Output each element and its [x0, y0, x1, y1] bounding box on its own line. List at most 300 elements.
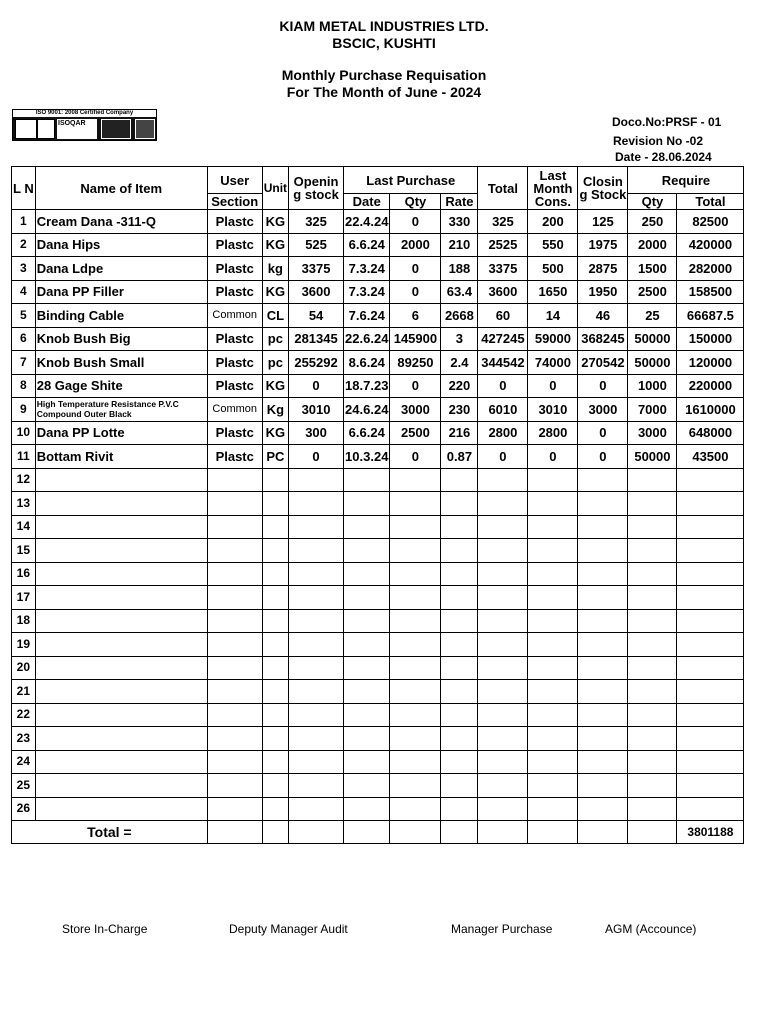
cell-date: 7.6.24 [344, 304, 390, 328]
cell-empty [441, 539, 478, 563]
cell-req-qty: 2000 [628, 233, 677, 257]
cell-sl: 20 [12, 656, 36, 680]
cell-empty [478, 727, 528, 751]
cell-req-qty: 25 [628, 304, 677, 328]
cell-date: 10.3.24 [344, 445, 390, 469]
cell-req-qty: 1500 [628, 257, 677, 281]
cell-sl: 26 [12, 797, 36, 821]
cell-rate: 220 [441, 374, 478, 398]
company-location: BSCIC, KUSHTI [332, 35, 436, 51]
cell-closing: 368245 [578, 327, 628, 351]
cell-empty [478, 609, 528, 633]
cell-empty [478, 515, 528, 539]
cell-name: High Temperature Resistance P.V.C Compound Outer Black [35, 398, 207, 422]
cell-empty [478, 656, 528, 680]
cell-empty [528, 562, 578, 586]
cell-empty [289, 562, 344, 586]
cell-rate: 188 [441, 257, 478, 281]
cell-empty [390, 821, 441, 844]
cell-sl: 6 [12, 327, 36, 351]
cell-unit: CL [262, 304, 288, 328]
cell-opening: 255292 [289, 351, 344, 375]
cell-empty [35, 656, 207, 680]
cell-sl: 2 [12, 233, 36, 257]
cell-sl: 4 [12, 280, 36, 304]
table-row [12, 351, 744, 375]
cell-empty [677, 515, 744, 539]
cell-total: 344542 [478, 351, 528, 375]
cell-empty [35, 562, 207, 586]
cell-empty [628, 468, 677, 492]
cell-closing: 1975 [578, 233, 628, 257]
cell-empty [289, 539, 344, 563]
cell-empty [578, 633, 628, 657]
cell-empty [441, 656, 478, 680]
cell-name: Knob Bush Big [35, 327, 207, 351]
table-row-empty [12, 774, 744, 798]
cell-last-month: 0 [528, 374, 578, 398]
cell-section: Plastc [207, 374, 262, 398]
cell-empty [677, 680, 744, 704]
certification-seal-icon [37, 119, 55, 139]
cell-section: Plastc [207, 421, 262, 445]
iso-certification-logo [12, 109, 157, 141]
table-row-empty [12, 468, 744, 492]
cell-req-qty: 50000 [628, 445, 677, 469]
cell-sl: 24 [12, 750, 36, 774]
cell-empty [528, 586, 578, 610]
cell-empty [677, 562, 744, 586]
cell-empty [207, 680, 262, 704]
cell-empty [677, 539, 744, 563]
cell-empty [35, 727, 207, 751]
total-label: Total = [12, 821, 208, 844]
cell-empty [289, 468, 344, 492]
cell-empty [578, 609, 628, 633]
cell-empty [578, 515, 628, 539]
cell-empty [441, 468, 478, 492]
cell-sl: 16 [12, 562, 36, 586]
cell-empty [344, 586, 390, 610]
cell-empty [390, 750, 441, 774]
accreditation-badge-icon [135, 119, 155, 139]
cell-empty [344, 680, 390, 704]
cell-empty [528, 468, 578, 492]
cell-empty [207, 609, 262, 633]
cell-empty [628, 750, 677, 774]
cell-req-qty: 1000 [628, 374, 677, 398]
cell-rate: 2.4 [441, 351, 478, 375]
cell-empty [478, 750, 528, 774]
cell-section: Plastc [207, 351, 262, 375]
cell-section: Plastc [207, 210, 262, 234]
table-row [12, 398, 744, 422]
cell-empty [289, 727, 344, 751]
cell-sl: 12 [12, 468, 36, 492]
cell-empty [578, 680, 628, 704]
cell-empty [35, 680, 207, 704]
cell-empty [289, 609, 344, 633]
cell-date: 6.6.24 [344, 233, 390, 257]
cell-qty: 145900 [390, 327, 441, 351]
cell-empty [677, 727, 744, 751]
cell-date: 22.4.24 [344, 210, 390, 234]
cell-date: 7.3.24 [344, 257, 390, 281]
cell-total: 2525 [478, 233, 528, 257]
cell-empty [578, 539, 628, 563]
logo-mark: ISOQAR [58, 120, 86, 127]
table-row [12, 257, 744, 281]
cell-closing: 0 [578, 421, 628, 445]
cell-empty [344, 656, 390, 680]
cell-last-month: 550 [528, 233, 578, 257]
cell-sl: 15 [12, 539, 36, 563]
cell-empty [441, 774, 478, 798]
cell-name: Binding Cable [35, 304, 207, 328]
cell-empty [528, 727, 578, 751]
cell-empty [628, 703, 677, 727]
cell-empty [478, 586, 528, 610]
cell-qty: 3000 [390, 398, 441, 422]
cell-req-total: 120000 [677, 351, 744, 375]
cell-req-qty: 250 [628, 210, 677, 234]
cell-empty [35, 539, 207, 563]
col-header-last-purchase: Last Purchase [344, 167, 478, 194]
cell-empty [528, 633, 578, 657]
cell-empty [441, 727, 478, 751]
cell-empty [628, 586, 677, 610]
cell-sl: 7 [12, 351, 36, 375]
cell-rate: 2668 [441, 304, 478, 328]
table-total-row [12, 821, 744, 844]
cell-rate: 216 [441, 421, 478, 445]
table-row [12, 304, 744, 328]
table-row-empty [12, 633, 744, 657]
cell-sl: 9 [12, 398, 36, 422]
cell-name: Dana PP Filler [35, 280, 207, 304]
cell-empty [628, 609, 677, 633]
cell-unit: PC [262, 445, 288, 469]
cell-empty [578, 468, 628, 492]
cell-empty [578, 492, 628, 516]
cell-empty [390, 492, 441, 516]
cell-opening: 3375 [289, 257, 344, 281]
cell-empty [478, 703, 528, 727]
col-header-last-month-cons: Last Month Cons. [528, 167, 578, 210]
cell-empty [628, 515, 677, 539]
table-row [12, 374, 744, 398]
cell-unit: KG [262, 421, 288, 445]
cell-empty [390, 727, 441, 751]
col-header-qty: Qty [390, 194, 441, 210]
table-row-empty [12, 750, 744, 774]
cell-empty [677, 586, 744, 610]
cell-empty [677, 750, 744, 774]
cell-empty [262, 515, 288, 539]
cell-empty [478, 468, 528, 492]
cell-sl: 18 [12, 609, 36, 633]
col-header-closing-stock: Closin g Stock [578, 167, 628, 210]
cell-empty [578, 821, 628, 844]
cell-total: 3600 [478, 280, 528, 304]
cell-rate: 0.87 [441, 445, 478, 469]
cell-sl: 22 [12, 703, 36, 727]
cell-empty [628, 821, 677, 844]
cell-empty [441, 609, 478, 633]
cell-empty [478, 680, 528, 704]
cell-empty [528, 750, 578, 774]
cell-req-total: 648000 [677, 421, 744, 445]
table-row [12, 280, 744, 304]
cell-empty [478, 539, 528, 563]
cell-last-month: 200 [528, 210, 578, 234]
table-row-empty [12, 656, 744, 680]
col-header-date: Date [344, 194, 390, 210]
cell-empty [207, 633, 262, 657]
cell-date: 22.6.24 [344, 327, 390, 351]
cell-unit: pc [262, 327, 288, 351]
cell-empty [289, 586, 344, 610]
cell-req-qty: 50000 [628, 351, 677, 375]
cell-empty [35, 633, 207, 657]
cell-qty: 89250 [390, 351, 441, 375]
cell-sl: 19 [12, 633, 36, 657]
cell-total: 325 [478, 210, 528, 234]
accreditation-badge-icon [101, 119, 131, 139]
cell-empty [207, 821, 262, 844]
cell-empty [262, 562, 288, 586]
cell-empty [207, 774, 262, 798]
cell-empty [35, 703, 207, 727]
table-row [12, 445, 744, 469]
cell-req-total: 282000 [677, 257, 744, 281]
cell-rate: 210 [441, 233, 478, 257]
cell-empty [578, 656, 628, 680]
table-row-empty [12, 515, 744, 539]
cell-sl: 10 [12, 421, 36, 445]
cell-last-month: 500 [528, 257, 578, 281]
cell-qty: 2500 [390, 421, 441, 445]
cell-empty [441, 680, 478, 704]
cell-empty [441, 633, 478, 657]
cell-empty [262, 609, 288, 633]
col-header-name: Name of Item [35, 167, 207, 210]
cell-date: 7.3.24 [344, 280, 390, 304]
signature-manager-purchase: Manager Purchase [451, 922, 553, 936]
document-number: Doco.No:PRSF - 01 [612, 115, 722, 129]
cell-sl: 21 [12, 680, 36, 704]
cell-closing: 125 [578, 210, 628, 234]
cell-empty [35, 750, 207, 774]
cell-qty: 2000 [390, 233, 441, 257]
cell-empty [207, 515, 262, 539]
cell-empty [344, 797, 390, 821]
cell-req-qty: 7000 [628, 398, 677, 422]
cell-empty [344, 539, 390, 563]
cell-name: 28 Gage Shite [35, 374, 207, 398]
cell-name: Knob Bush Small [35, 351, 207, 375]
cell-empty [262, 539, 288, 563]
table-header-row [12, 167, 744, 194]
cell-empty [628, 727, 677, 751]
cell-empty [578, 797, 628, 821]
cell-sl: 17 [12, 586, 36, 610]
cell-empty [262, 656, 288, 680]
cell-closing: 1950 [578, 280, 628, 304]
table-row-empty [12, 492, 744, 516]
cell-qty: 0 [390, 257, 441, 281]
cell-empty [262, 633, 288, 657]
cell-empty [35, 586, 207, 610]
cell-closing: 46 [578, 304, 628, 328]
cell-empty [390, 774, 441, 798]
cell-empty [677, 774, 744, 798]
cell-empty [628, 562, 677, 586]
cell-empty [628, 774, 677, 798]
cell-date: 24.6.24 [344, 398, 390, 422]
cell-opening: 281345 [289, 327, 344, 351]
cell-closing: 0 [578, 445, 628, 469]
cell-req-total: 420000 [677, 233, 744, 257]
cell-last-month: 0 [528, 445, 578, 469]
cell-unit: kg [262, 257, 288, 281]
cell-empty [478, 492, 528, 516]
cell-empty [390, 609, 441, 633]
cell-closing: 270542 [578, 351, 628, 375]
cell-empty [390, 797, 441, 821]
cell-empty [528, 797, 578, 821]
cell-empty [344, 492, 390, 516]
cell-empty [528, 774, 578, 798]
cell-unit: KG [262, 210, 288, 234]
cell-empty [289, 797, 344, 821]
company-name: KIAM METAL INDUSTRIES LTD. [279, 18, 489, 34]
cell-empty [390, 680, 441, 704]
cell-empty [628, 539, 677, 563]
cell-closing: 2875 [578, 257, 628, 281]
cell-unit: pc [262, 351, 288, 375]
cell-empty [262, 774, 288, 798]
cell-empty [578, 774, 628, 798]
cell-empty [35, 492, 207, 516]
col-header-unit: Unit [262, 167, 288, 210]
cell-empty [344, 515, 390, 539]
cell-empty [262, 750, 288, 774]
cell-empty [478, 774, 528, 798]
cell-total: 0 [478, 445, 528, 469]
cell-req-qty: 50000 [628, 327, 677, 351]
cell-empty [441, 703, 478, 727]
col-header-require-qty: Qty [628, 194, 677, 210]
cell-req-total: 43500 [677, 445, 744, 469]
cell-unit: KG [262, 374, 288, 398]
cell-empty [344, 727, 390, 751]
cell-empty [578, 750, 628, 774]
cell-total: 427245 [478, 327, 528, 351]
cell-empty [578, 727, 628, 751]
cell-qty: 0 [390, 445, 441, 469]
cell-empty [441, 750, 478, 774]
cell-qty: 6 [390, 304, 441, 328]
cell-empty [677, 797, 744, 821]
cell-empty [628, 680, 677, 704]
cell-empty [207, 750, 262, 774]
cell-qty: 0 [390, 280, 441, 304]
cell-sl: 8 [12, 374, 36, 398]
cell-date: 8.6.24 [344, 351, 390, 375]
cell-empty [289, 680, 344, 704]
certification-seal-icon [15, 119, 37, 139]
cell-empty [262, 821, 288, 844]
cell-date: 6.6.24 [344, 421, 390, 445]
cell-empty [528, 492, 578, 516]
cell-sl: 23 [12, 727, 36, 751]
cell-empty [207, 586, 262, 610]
cell-empty [441, 492, 478, 516]
cell-rate: 3 [441, 327, 478, 351]
cell-section: Plastc [207, 280, 262, 304]
cell-opening: 325 [289, 210, 344, 234]
table-row-empty [12, 703, 744, 727]
cell-empty [528, 515, 578, 539]
cell-req-total: 220000 [677, 374, 744, 398]
table-row-empty [12, 727, 744, 751]
cell-opening: 300 [289, 421, 344, 445]
cell-empty [344, 633, 390, 657]
cell-empty [262, 492, 288, 516]
cell-empty [344, 703, 390, 727]
cell-empty [207, 797, 262, 821]
purchase-requisition-table [11, 166, 744, 844]
cell-empty [677, 492, 744, 516]
cell-empty [528, 656, 578, 680]
table-row [12, 421, 744, 445]
cell-empty [628, 633, 677, 657]
cell-empty [441, 586, 478, 610]
cell-empty [262, 468, 288, 492]
cell-empty [289, 515, 344, 539]
cell-sl: 13 [12, 492, 36, 516]
cell-empty [344, 821, 390, 844]
table-row [12, 233, 744, 257]
cell-empty [441, 797, 478, 821]
cell-empty [677, 633, 744, 657]
col-header-rate: Rate [441, 194, 478, 210]
cell-empty [628, 492, 677, 516]
cell-opening: 54 [289, 304, 344, 328]
cell-last-month: 3010 [528, 398, 578, 422]
cell-empty [390, 586, 441, 610]
cell-empty [344, 468, 390, 492]
cell-req-total: 150000 [677, 327, 744, 351]
cell-empty [578, 562, 628, 586]
cell-empty [677, 468, 744, 492]
cell-closing: 3000 [578, 398, 628, 422]
cell-name: Dana Ldpe [35, 257, 207, 281]
cell-empty [390, 633, 441, 657]
cell-section: Common [207, 398, 262, 422]
signature-deputy-manager-audit: Deputy Manager Audit [229, 922, 348, 936]
cell-empty [344, 750, 390, 774]
cell-empty [628, 797, 677, 821]
cell-sl: 11 [12, 445, 36, 469]
cell-empty [478, 633, 528, 657]
cell-unit: KG [262, 280, 288, 304]
col-header-require-total: Total [677, 194, 744, 210]
cell-empty [528, 539, 578, 563]
document-title: Monthly Purchase Requisation [281, 67, 487, 83]
document-date: Date - 28.06.2024 [615, 150, 712, 164]
